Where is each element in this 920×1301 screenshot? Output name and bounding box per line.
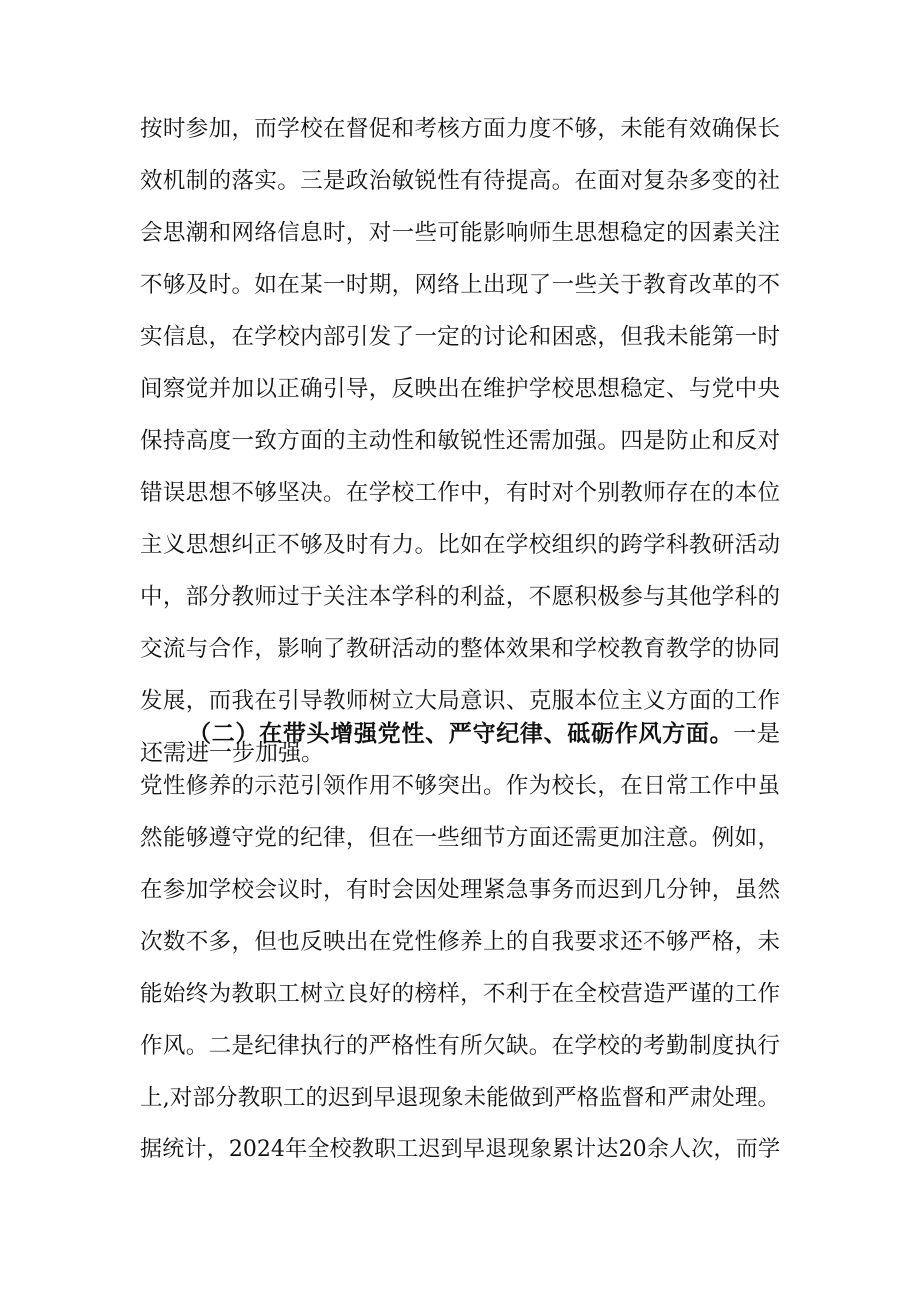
text-line: 会思潮和网络信息时，对一些可能影响师生思想稳定的因素关注 xyxy=(140,220,780,246)
text-line: 在参加学校会议时，有时会因处理紧急事务而迟到几分钟，虽然 xyxy=(140,877,780,903)
text-line: 据统计，2024年全校教职工迟到早退现象累计达20余人次，而学 xyxy=(140,1137,780,1162)
text-line: 次数不多，但也反映出在党性修养上的自我要求还不够严格，未 xyxy=(140,929,780,955)
text-line: 主义思想纠正不够及时有力。比如在学校组织的跨学科教研活动 xyxy=(140,532,780,558)
text-run: 一是 xyxy=(733,721,781,747)
text-line: 错误思想不够坚决。在学校工作中，有时对个别教师存在的本位 xyxy=(140,480,780,506)
text-line: 发展，而我在引导教师树立大局意识、克服本位主义方面的工作 xyxy=(140,688,780,714)
text-line: 党性修养的示范引领作用不够突出。作为校长，在日常工作中虽 xyxy=(140,773,780,799)
text-line: 能始终为教职工树立良好的榜样，不利于在全校营造严谨的工作 xyxy=(140,981,780,1007)
text-line: 效机制的落实。三是政治敏锐性有待提高。在面对复杂多变的社 xyxy=(140,168,780,194)
text-line: 作风。二是纪律执行的严格性有所欠缺。在学校的考勤制度执行 xyxy=(140,1033,780,1059)
paragraph-section-two xyxy=(140,708,780,1176)
text-line: 中，部分教师过于关注本学科的利益，不愿积极参与其他学科的 xyxy=(140,584,780,610)
text-line: 保持高度一致方面的主动性和敏锐性还需加强。四是防止和反对 xyxy=(140,428,780,454)
text-line: 间察觉并加以正确引导，反映出在维护学校思想稳定、与党中央 xyxy=(140,376,780,402)
text-line: 然能够遵守党的纪律，但在一些细节方面还需更加注意。例如， xyxy=(140,825,780,851)
text-line: 上,对部分教职工的迟到早退现象未能做到严格监督和严肃处理。 xyxy=(140,1085,780,1111)
text-line: 不够及时。如在某一时期，网络上出现了一些关于教育改革的不 xyxy=(140,272,780,298)
text-line: 还需进一步加强。 xyxy=(140,740,324,766)
paragraph-continuation xyxy=(140,103,780,779)
text-line: 实信息，在学校内部引发了一定的讨论和困惑，但我未能第一时 xyxy=(140,324,780,350)
text-line: 交流与合作，影响了教研活动的整体效果和学校教育教学的协同 xyxy=(140,636,780,662)
section-heading: （二）在带头增强党性、严守纪律、砥砺作风方面。 xyxy=(188,721,734,747)
section-heading-line xyxy=(140,708,780,760)
text-line: 按时参加，而学校在督促和考核方面力度不够，未能有效确保长 xyxy=(140,116,780,142)
